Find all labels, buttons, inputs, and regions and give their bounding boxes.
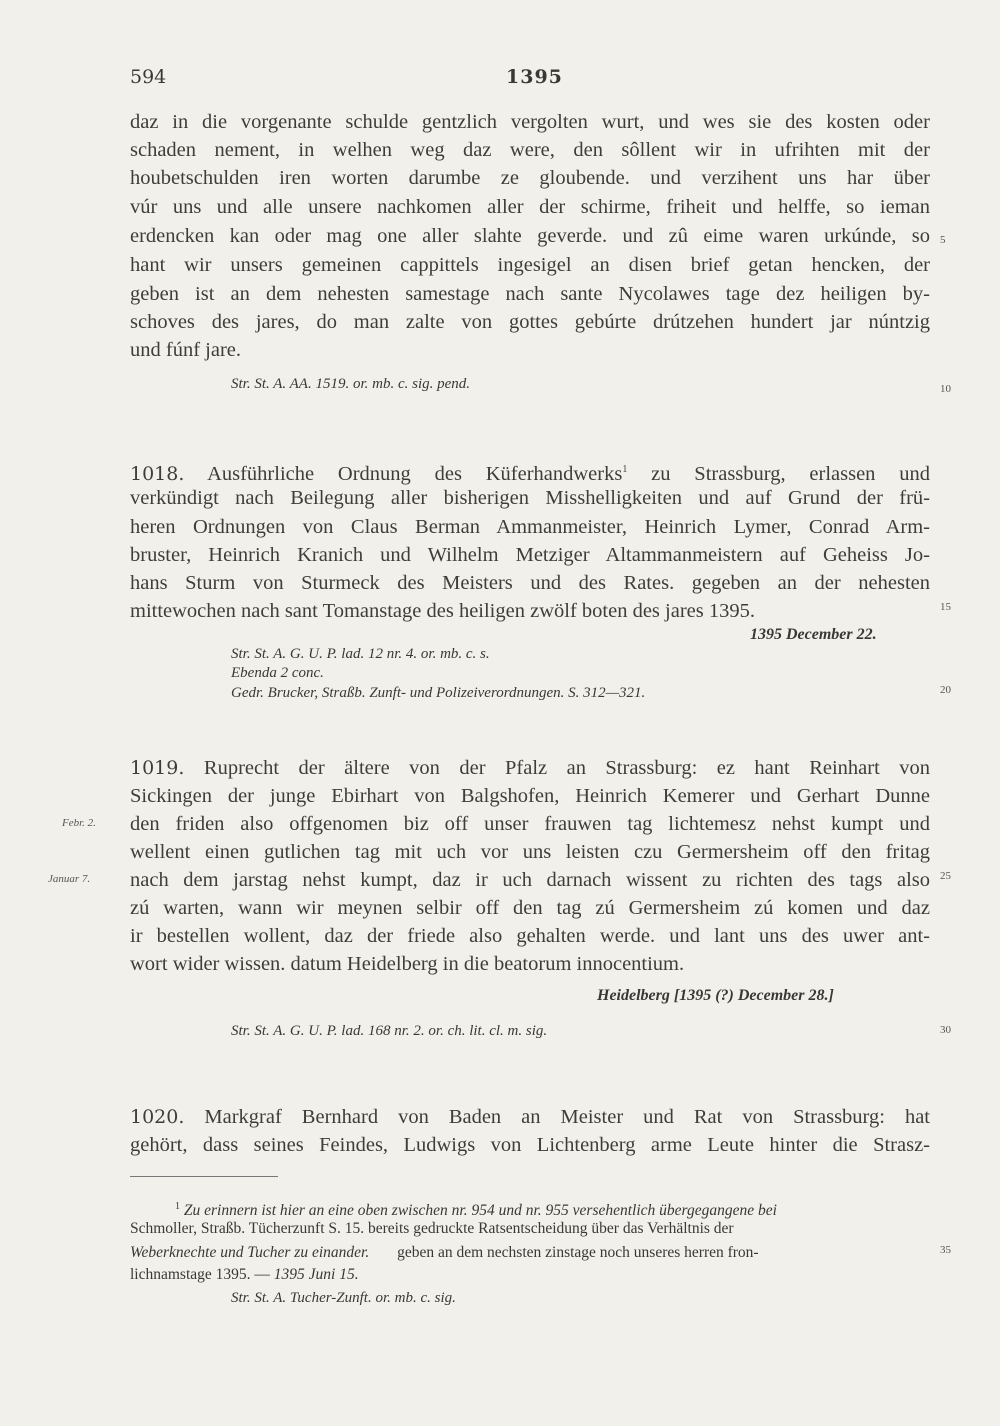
footnote-text: lichnamstage 1395. — [130,1266,270,1283]
text-line: und fúnf jare. [130,339,241,361]
footnote-marker: 1 [622,464,628,475]
document-number: 1020. [130,1106,185,1128]
line-number: 5 [940,234,946,246]
source-citation: Str. St. A. G. U. P. lad. 168 nr. 2. or. ch. lit. cl. m. sig. [231,1023,548,1039]
footnote-date: 1395 Juni 15. [273,1266,359,1283]
line-number: 35 [940,1244,951,1256]
text-line: schaden nement, in welhen weg daz were, den sôllent wir in ufrihten mit der [130,139,930,161]
text-line: ir bestellen wollent, daz der friede also gehalten werde. und lant uns des uwer ant- [130,925,930,947]
text-line: schoves des jares, do man zalte von gottes gebúrte drútzehen hundert jar núntzig [130,311,930,333]
source-citation: Gedr. Brucker, Straßb. Zunft- und Polizeiverordnungen. S. 312—321. [231,685,646,701]
footnote-text: geben an dem nechsten zinstage noch unseres herren fron- [397,1244,759,1261]
page-number: 594 [130,66,167,88]
text-line: geben ist an dem nehesten samestage nach sante Nycolawes tage dez heiligen by- [130,283,930,305]
text-line: houbetschulden iren worten darumbe ze gloubende. und verzihent uns har über [130,167,930,189]
source-citation: Str. St. A. Tucher-Zunft. or. mb. c. sig. [231,1290,456,1306]
text-line: Ruprecht der ältere von der Pfalz an Strassburg: ez hant Reinhart von [203,757,931,779]
footnote-marker: 1 [175,1201,180,1212]
text-line: hans Sturm von Sturmeck des Meisters und des Rates. gegeben an der nehesten [130,572,930,594]
text-line: daz in die vorgenante schulde gentzlich vergolten wurt, und wes sie des kosten oder [130,111,930,133]
text-line: nach dem jarstag nehst kumpt, daz ir uch darnach wissent zu richten des tags also [130,869,930,891]
line-number: 10 [940,383,951,395]
document-number: 1018. [130,462,185,485]
text-line: Sickingen der junge Ebirhart von Balgshofen, Heinrich Kemerer und Gerhart Dunne [130,785,930,807]
text-line: Ausführliche Ordnung des Küferhandwerks$^1$ zu Strassburg, erlassen und [207,462,930,485]
text-line: den friden also offgenomen biz off unser frauwen tag lichtemesz nehst kumpt und [130,813,930,835]
source-citation: Ebenda 2 conc. [231,665,324,681]
text-line: heren Ordnungen von Claus Berman Ammanmeister, Heinrich Lymer, Conrad Arm- [130,516,930,538]
footnote-rule [130,1176,278,1177]
text-line: wellent einen gutlichen tag mit uch vor uns leisten czu Germersheim off den fritag [130,841,930,863]
footnote-text: Weberknechte und Tucher zu einander. [130,1244,370,1261]
document-date: 1395 December 22. [750,626,877,643]
source-citation: Str. St. A. G. U. P. lad. 12 nr. 4. or. mb. c. s. [231,646,490,662]
margin-note: Januar 7. [48,873,91,885]
footnote-text: Zu erinnern ist hier an eine oben zwischen nr. 954 und nr. 955 versehentlich übergegangene bei [183,1202,777,1220]
margin-note: Febr. 2. [62,817,96,829]
text-line: wort wider wissen. datum Heidelberg in die beatorum innocentium. [130,953,685,975]
text-line: vúr uns und alle unsere nachkomen aller der schirme, friheit und helffe, so ieman [130,196,930,218]
text-line: zú warten, wann wir meynen selbir off den tag zú Germersheim zú komen und daz [130,897,930,919]
text-line: hant wir unsers gemeinen cappittels ingesigel an disen brief getan hencken, der [130,254,930,276]
line-number: 30 [940,1024,951,1036]
line-number: 15 [940,601,951,613]
line-number: 25 [940,870,951,882]
text-line: bruster, Heinrich Kranich und Wilhelm Metziger Altammanmeistern auf Geheiss Jo- [130,544,930,566]
document-date: Heidelberg [1395 (?) December 28.] [597,987,834,1004]
document-number: 1019. [130,757,185,779]
text-line: verkündigt nach Beilegung aller bisherigen Misshelligkeiten und auf Grund der frü- [130,487,930,509]
text-line: mittewochen nach sant Tomanstage des heiligen zwölf boten des jares 1395. [130,600,755,622]
footnote-text: Schmoller, Straßb. Tücherzunft S. 15. bereits gedruckte Ratsentscheidung über das Verhältnis der [130,1220,734,1237]
text-line: gehört, dass seines Feindes, Ludwigs von Lichtenberg arme Leute hinter die Strasz- [130,1134,930,1156]
line-number: 20 [940,684,951,696]
text-line: erdencken kan oder mag one aller slahte geverde. und zû eime waren urkúnde, so [130,225,930,247]
source-citation: Str. St. A. AA. 1519. or. mb. c. sig. pend. [231,376,471,392]
running-head-year: 1395 [506,66,563,88]
text-line: Markgraf Bernhard von Baden an Meister und Rat von Strassburg: hat [204,1106,930,1128]
